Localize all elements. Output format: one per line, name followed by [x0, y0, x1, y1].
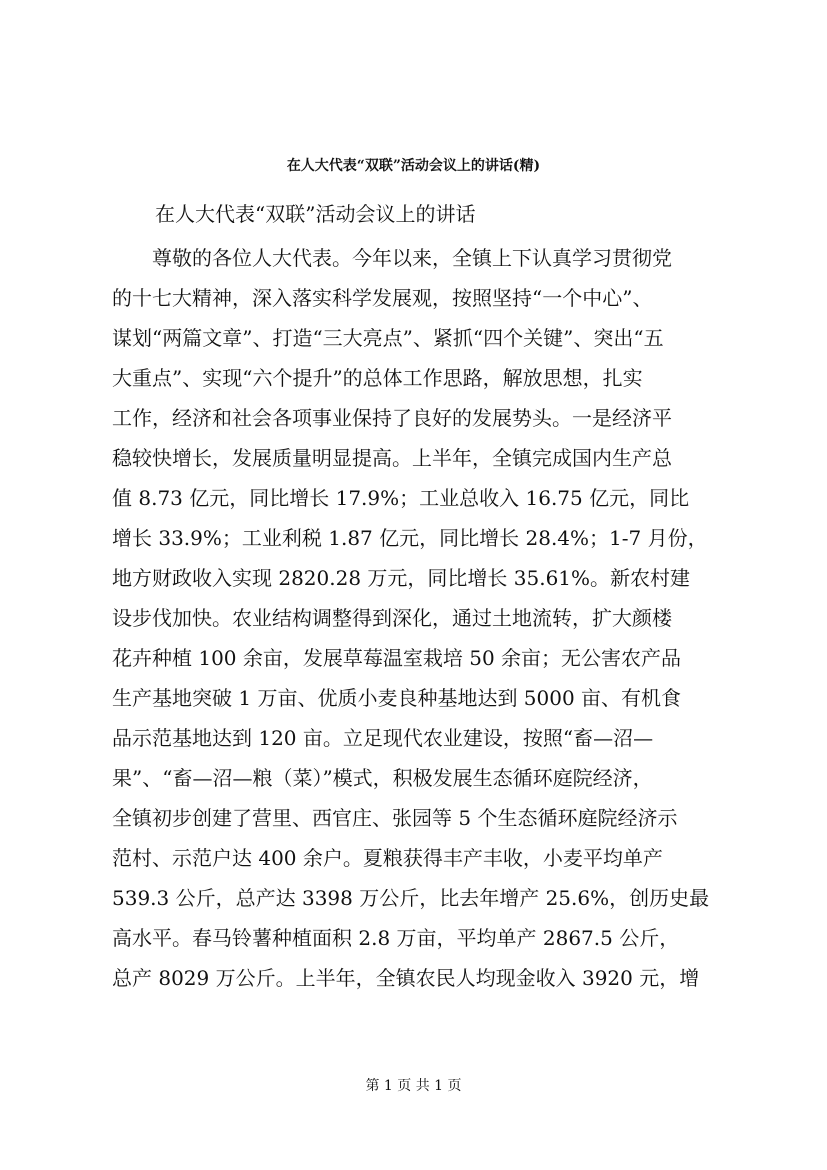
- body-line: 稳较快增长，发展质量明显提高。上半年，全镇完成国内生产总: [112, 446, 672, 470]
- page-number-footer: 第 1 页 共 1 页: [365, 1078, 462, 1094]
- body-line: 生产基地突破 1 万亩、优质小麦良种基地达到 5000 亩、有机食: [112, 686, 682, 710]
- body-line: 全镇初步创建了营里、西官庄、张园等 5 个生态循环庭院经济示: [112, 806, 678, 830]
- body-line: 地方财政收入实现 2820.28 万元，同比增长 35.61%。新农村建: [112, 566, 691, 590]
- body-line: 高水平。春马铃薯种植面积 2.8 万亩，平均单产 2867.5 公斤，: [112, 926, 680, 950]
- body-line: 的十七大精神，深入落实科学发展观，按照坚持“一个中心”、: [112, 286, 653, 310]
- document-body: [112, 238, 732, 998]
- document-subtitle: 在人大代表“双联”活动会议上的讲话: [155, 202, 476, 226]
- body-line: 范村、示范户达 400 余户。夏粮获得丰产丰收，小麦平均单产: [112, 846, 663, 870]
- document-title: 在人大代表“双联”活动会议上的讲话(精): [286, 158, 541, 174]
- body-line: 值 8.73 亿元，同比增长 17.9%；工业总收入 16.75 亿元，同比: [112, 486, 690, 510]
- body-line: 谋划“两篇文章”、打造“三大亮点”、紧抓“四个关键”、突出“五: [112, 326, 664, 350]
- body-line: 品示范基地达到 120 亩。立足现代农业建设，按照“畜—沼—: [112, 726, 654, 750]
- body-line: 尊敬的各位人大代表。今年以来，全镇上下认真学习贯彻党: [152, 246, 672, 270]
- body-line: 果”、“畜—沼—粮（菜）”模式，积极发展生态循环庭院经济，: [112, 766, 653, 790]
- body-line: 总产 8029 万公斤。上半年，全镇农民人均现金收入 3920 元，增: [112, 966, 700, 990]
- body-line: 设步伐加快。农业结构调整得到深化，通过土地流转，扩大颜楼: [112, 606, 672, 630]
- body-line: 增长 33.9%；工业利税 1.87 亿元，同比增长 28.4%；1-7 月份，: [112, 526, 708, 550]
- body-line: 工作，经济和社会各项事业保持了良好的发展势头。一是经济平: [112, 406, 672, 430]
- body-line: 539.3 公斤，总产达 3398 万公斤，比去年增产 25.6%，创历史最: [112, 886, 710, 910]
- body-line: 大重点”、实现“六个提升”的总体工作思路，解放思想，扎实: [112, 366, 643, 390]
- body-line: 花卉种植 100 余亩，发展草莓温室栽培 50 余亩；无公害农产品: [112, 646, 682, 670]
